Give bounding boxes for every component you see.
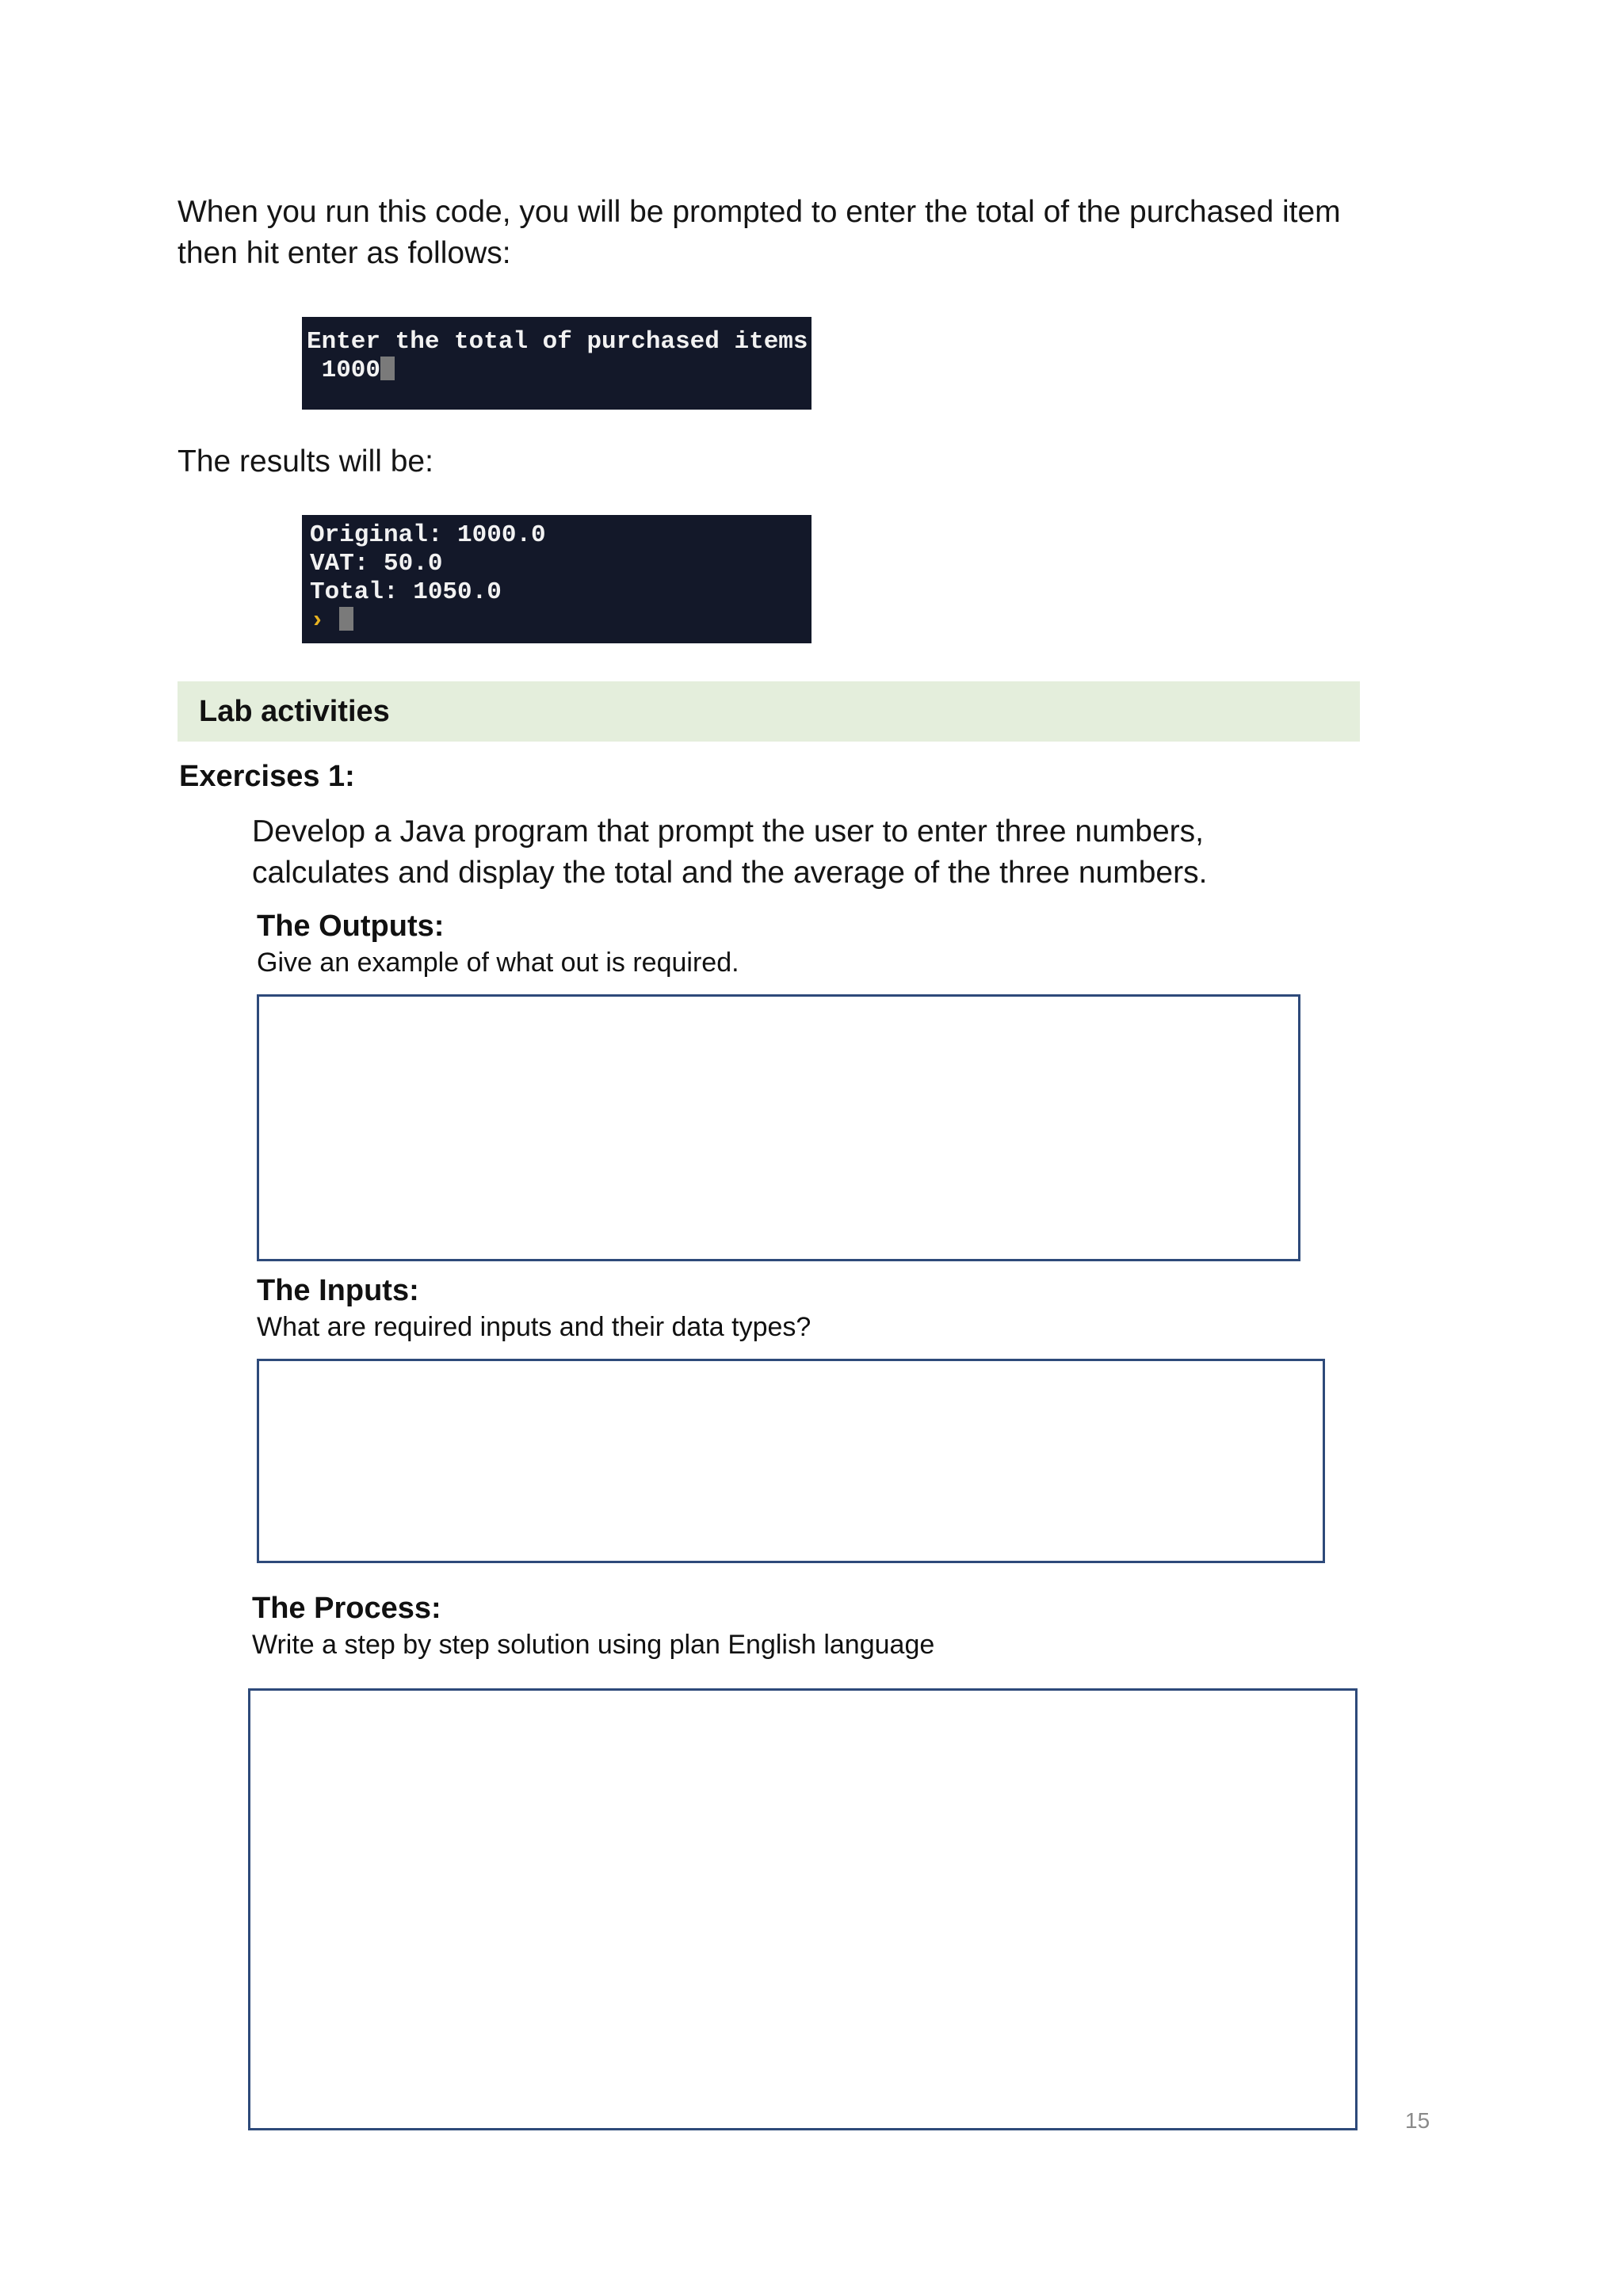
terminal-input-screenshot [302,317,812,410]
page-number: 15 [1405,2108,1430,2133]
terminal-prompt-line: Enter the total of purchased items [307,328,808,356]
intro-line-2: then hit enter as follows: [178,236,511,270]
terminal-cursor [339,607,353,631]
outputs-heading: The Outputs: [257,910,445,943]
exercise-description-line-1: Develop a Java program that prompt the user to enter three numbers, [252,814,1204,849]
outputs-hint: Give an example of what out is required. [257,948,739,978]
intro-paragraph [178,192,1414,274]
terminal-original-line: Original: 1000.0 [310,521,546,549]
lab-activities-band [178,681,1360,742]
terminal-typed-value: 1000 [307,357,381,384]
exercise-description [252,811,1361,894]
terminal-typed-line [307,357,812,385]
terminal-cursor [380,357,395,380]
results-label: The results will be: [178,444,433,479]
terminal-output-screenshot [302,515,812,643]
exercise-title: Exercises 1: [179,760,355,793]
inputs-heading: The Inputs: [257,1274,419,1307]
intro-line-1: When you run this code, you will be prompted to enter the total of the purchased item [178,195,1341,229]
outputs-answer-box[interactable] [257,994,1300,1261]
terminal-total-line: Total: 1050.0 [310,578,502,606]
inputs-hint: What are required inputs and their data types? [257,1312,812,1342]
process-heading: The Process: [252,1592,441,1625]
inputs-answer-box[interactable] [257,1359,1325,1563]
prompt-arrow-icon: › [310,607,325,635]
process-hint: Write a step by step solution using plan English language [252,1630,935,1660]
lab-activities-title: Lab activities [199,695,390,728]
exercise-description-line-2: calculates and display the total and the average of the three numbers. [252,856,1208,890]
terminal-prompt-row [310,607,812,635]
process-answer-box[interactable] [248,1688,1358,2130]
terminal-vat-line: VAT: 50.0 [310,550,443,578]
